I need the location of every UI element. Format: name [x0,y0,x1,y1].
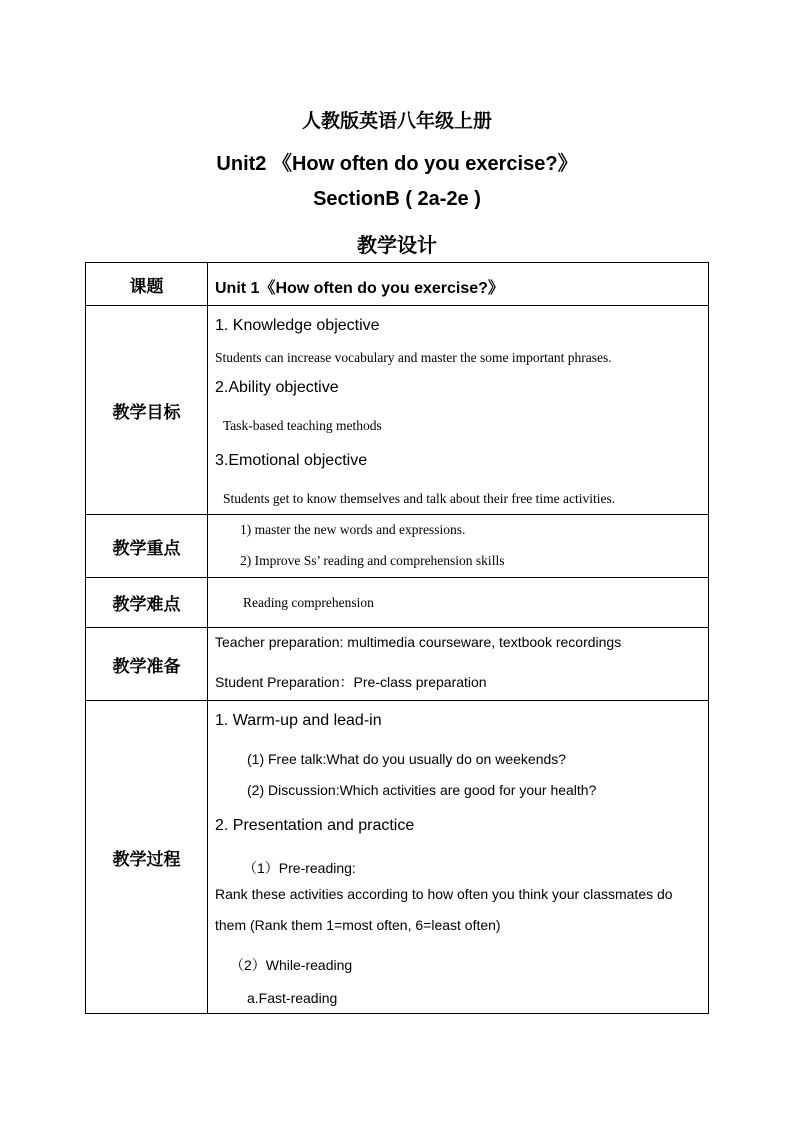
difficulties-row [86,578,709,628]
objectives-row [86,306,709,515]
objectives-label: 教学目标 [86,306,208,515]
emotional-text: Students get to know themselves and talk about their free time activities. [223,491,616,506]
rank-line-2: them (Rank them 1=most often, 6=least often) [215,917,501,933]
key-points-row [86,515,709,578]
key-point-1: 1) master the new words and expressions. [240,522,466,537]
design-title: 教学设计 [357,235,437,257]
while-reading: （2）While-reading [230,957,353,973]
teacher-preparation: Teacher preparation: multimedia courseware, textbook recordings [215,634,622,650]
difficulty-1: Reading comprehension [243,595,374,610]
ability-text: Task-based teaching methods [223,418,382,433]
section-title: SectionB ( 2a-2e ) [313,188,481,210]
topic-row [86,263,709,306]
key-points-label: 教学重点 [86,515,208,578]
fast-reading: a.Fast-reading [247,990,338,1006]
key-points-cell [208,515,709,578]
step1-item1: (1) Free talk:What do you usually do on weekends? [247,751,567,767]
step2-heading: 2. Presentation and practice [215,817,415,834]
knowledge-text: Students can increase vocabulary and master the some important phrases. [215,350,612,365]
process-label: 教学过程 [86,701,208,1014]
rank-line-1: Rank these activities according to how often you think your classmates do [215,886,673,902]
preparation-cell [208,628,709,701]
process-row [86,701,709,1014]
ability-heading: 2.Ability objective [215,379,339,396]
document-title: 人教版英语八年级上册 [301,111,492,132]
unit-title: Unit2 《How often do you exercise?》 [216,153,578,175]
lesson-plan-table [85,262,709,1014]
preparation-row [86,628,709,701]
topic-value: Unit 1《How often do you exercise?》 [215,280,504,297]
difficulties-label: 教学难点 [86,578,208,628]
pre-reading: （1）Pre-reading: [243,860,356,876]
key-point-2: 2) Improve Ss’ reading and comprehension skills [240,553,505,568]
difficulties-cell [208,578,709,628]
emotional-heading: 3.Emotional objective [215,452,368,469]
topic-label: 课题 [86,263,208,306]
process-cell [208,701,709,1014]
step1-heading: 1. Warm-up and lead-in [215,712,382,729]
knowledge-heading: 1. Knowledge objective [215,317,380,334]
student-preparation: Student Preparation：Pre-class preparation [215,674,487,690]
topic-cell [208,263,709,306]
step1-item2: (2) Discussion:Which activities are good for your health? [247,782,597,798]
preparation-label: 教学准备 [86,628,208,701]
objectives-cell [208,306,709,515]
